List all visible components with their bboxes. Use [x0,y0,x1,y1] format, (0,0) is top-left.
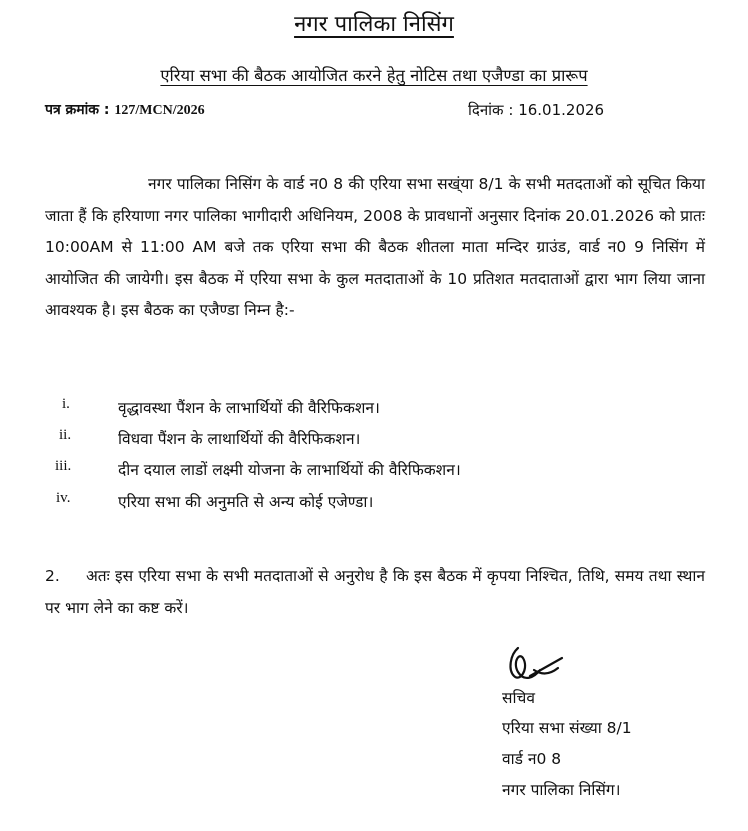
request-paragraph: 2. अतः इस एरिया सभा के सभी मतदाताओं से अनुरोध है कि इस बैठक में कृपया निश्चित, तिथि, समय तथा स्थान पर भाग लेने का कष्ट करें। [45,567,710,617]
agenda-text: एरिया सभा की अनुमति से अन्य कोई एजेण्डा। [118,493,374,511]
agenda-number: iv. [56,490,71,506]
document-title [0,8,748,38]
ref-value: 127/MCN/2026 [114,103,205,118]
agenda-text: वृद्धावस्था पैंशन के लाभार्थियों की वैरिफिकशन। [118,399,380,417]
date-label: दिनांक : [468,101,514,119]
signatory-ward: वार्ड न0 8 [502,750,562,768]
document-date [468,100,604,120]
signatory-municipality: नगर पालिका निसिंग। [502,781,621,799]
signature-image [500,640,570,690]
agenda-text: दीन दयाल लाडों लक्ष्मी योजना के लाभार्थियों की वैरिफिकशन। [118,461,461,479]
agenda-number: iii. [55,458,72,474]
date-value: 16.01.2026 [518,101,605,119]
notice-paragraph: नगर पालिका निसिंग के वार्ड न0 8 की एरिया सभा सख्ंया 8/1 के सभी मतदताओं को सूचित किया जाता हैं कि हरियाणा नगर पालिका भागीदारी अधिनियम, 2008 के प्रावधानों अनुसार दिनांक 20.01.2026 को प्रातः 10:00AM से 11:00 AM बजे तक एरिया सभा की बैठक शीतला माता मन्दिर ग्राउंड, वार्ड न0 9 निसिंग में आयोजित की जायेगी। इस बैठक में एरिया सभा के कुल मतदाताओं के 10 प्रतिशत मतदाताओं द्वारा भाग लिया जाना आवश्यक है। इस बैठक का एजैण्डा निम्न है:- [45,175,705,319]
agenda-number: ii. [59,427,72,443]
agenda-number: i. [62,396,70,412]
document-subtitle [0,63,748,86]
agenda-text: विधवा पैंशन के लाथार्थियों की वैरिफिकशन। [118,430,361,448]
reference-number [45,100,205,119]
signatory-designation: सचिव [502,689,535,707]
subtitle-text: एरिया सभा की बैठक आयोजित करने हेतु नोटिस तथा एजैण्डा का प्रारूप [160,66,588,85]
title-text: नगर पालिका निसिंग [294,12,454,37]
ref-label: पत्र क्रमांक : [45,102,110,118]
signatory-area-sabha: एरिया सभा संख्या 8/1 [502,719,632,737]
